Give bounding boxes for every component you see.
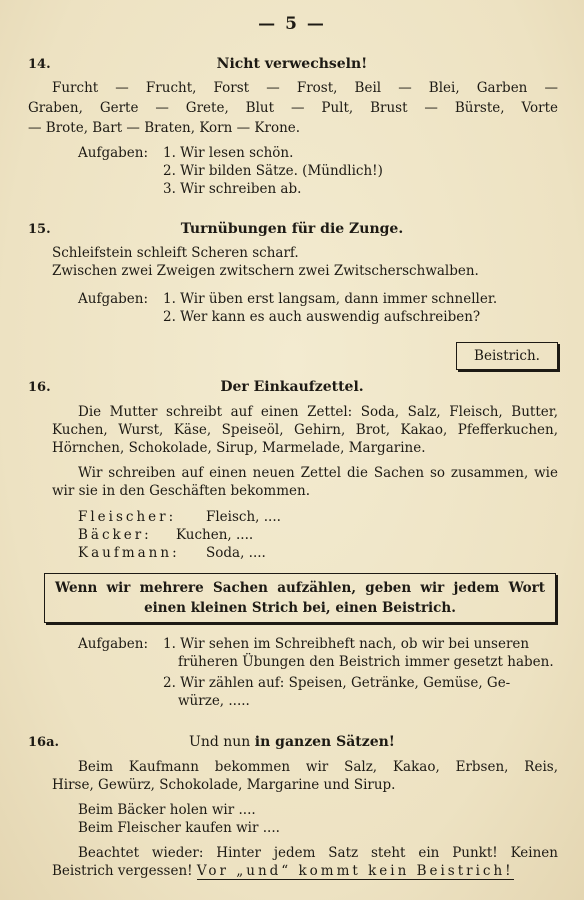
text-line: Beim Bäcker holen wir .... [78,802,256,818]
text-line: Beim Fleischer kaufen wir .... [78,820,280,836]
list-value: Kuchen, .... [176,527,254,543]
tasks-label: Aufgaben: [78,291,149,307]
text-line: Graben, Gerte — Grete, Blut — Pult, Brust — Bürste, Vorte [28,100,558,116]
text-line: Hirse, Gewürz, Schokolade, Margarine und Sirup. [52,777,396,793]
text-line: Beim Kaufmann bekommen wir Salz, Kakao, Erbsen, Reis, [78,759,558,775]
task-item: 2. Wir zählen auf: Speisen, Getränke, Gemüse, Ge- [163,675,511,691]
task-item: würze, ..... [178,693,250,709]
page-number: — 5 — [258,14,326,34]
task-item: 2. Wir bilden Sätze. (Mündlich!) [163,163,383,179]
note-emphasis: Vor „und“ kommt kein Beistrich! [196,863,514,879]
section-number-14: 14. [28,57,51,72]
text-line: Schleifstein schleift Scheren scharf. [52,245,299,261]
section-title-15: Turnübungen für die Zunge. [180,221,404,237]
task-item: früheren Übungen den Beistrich immer gesetzt haben. [178,654,554,670]
rule-line: einen kleinen Strich bei, einen Beistrich. [144,600,456,616]
rule-line: Wenn wir mehrere Sachen aufzählen, geben wir jedem Wort [55,580,545,596]
section-title-16a [0,734,584,750]
list-value: Fleisch, .... [206,509,281,525]
task-item: 3. Wir schreiben ab. [163,181,302,197]
list-label: Fleischer: [78,509,177,525]
section-number-15: 15. [28,222,51,237]
text-line: Hörnchen, Schokolade, Sirup, Marmelade, Margarine. [52,440,426,456]
tasks-label: Aufgaben: [78,636,149,652]
task-item: 1. Wir lesen schön. [163,145,294,161]
rule-box [44,573,556,623]
title-bold: in ganzen Sätzen! [254,734,395,750]
text-line: Kuchen, Wurst, Käse, Speiseöl, Gehirn, Brot, Kakao, Pfefferkuchen, [52,422,558,438]
text-line: Die Mutter schreibt auf einen Zettel: Soda, Salz, Fleisch, Butter, [78,404,558,420]
text-line: Zwischen zwei Zweigen zwitschern zwei Zwitscherschwalben. [52,263,479,279]
text-line: Furcht — Frucht, Forst — Frost, Beil — Blei, Garben — [52,80,558,96]
task-item: 1. Wir üben erst langsam, dann immer schneller. [163,291,498,307]
text-line: wir sie in den Geschäften bekommen. [52,483,310,499]
title-plain: Und nun [189,734,255,750]
section-number-16: 16. [28,380,51,395]
tasks-label: Aufgaben: [78,145,149,161]
text-line: Wir schreiben auf einen neuen Zettel die Sachen so zusammen, wie [78,465,558,481]
section-number-16a: 16a. [28,735,60,750]
note-plain: Beistrich vergessen! [52,863,193,879]
task-item: 2. Wer kann es auch auswendig aufschreiben? [163,309,481,325]
section-title-14: Nicht verwechseln! [216,56,368,72]
section-title-16: Der Einkaufzettel. [220,379,364,395]
task-item: 1. Wir sehen im Schreibheft nach, ob wir bei unseren [163,636,530,652]
list-label: Bäcker: [78,527,152,543]
keyword-box: Beistrich. [456,342,558,370]
list-value: Soda, .... [206,545,266,561]
text-line: — Brote, Bart — Braten, Korn — Krone. [28,120,301,136]
text-line [52,861,514,881]
list-label: Kaufmann: [78,545,180,561]
text-line: Beachtet wieder: Hinter jedem Satz steht ein Punkt! Keinen [78,845,558,861]
